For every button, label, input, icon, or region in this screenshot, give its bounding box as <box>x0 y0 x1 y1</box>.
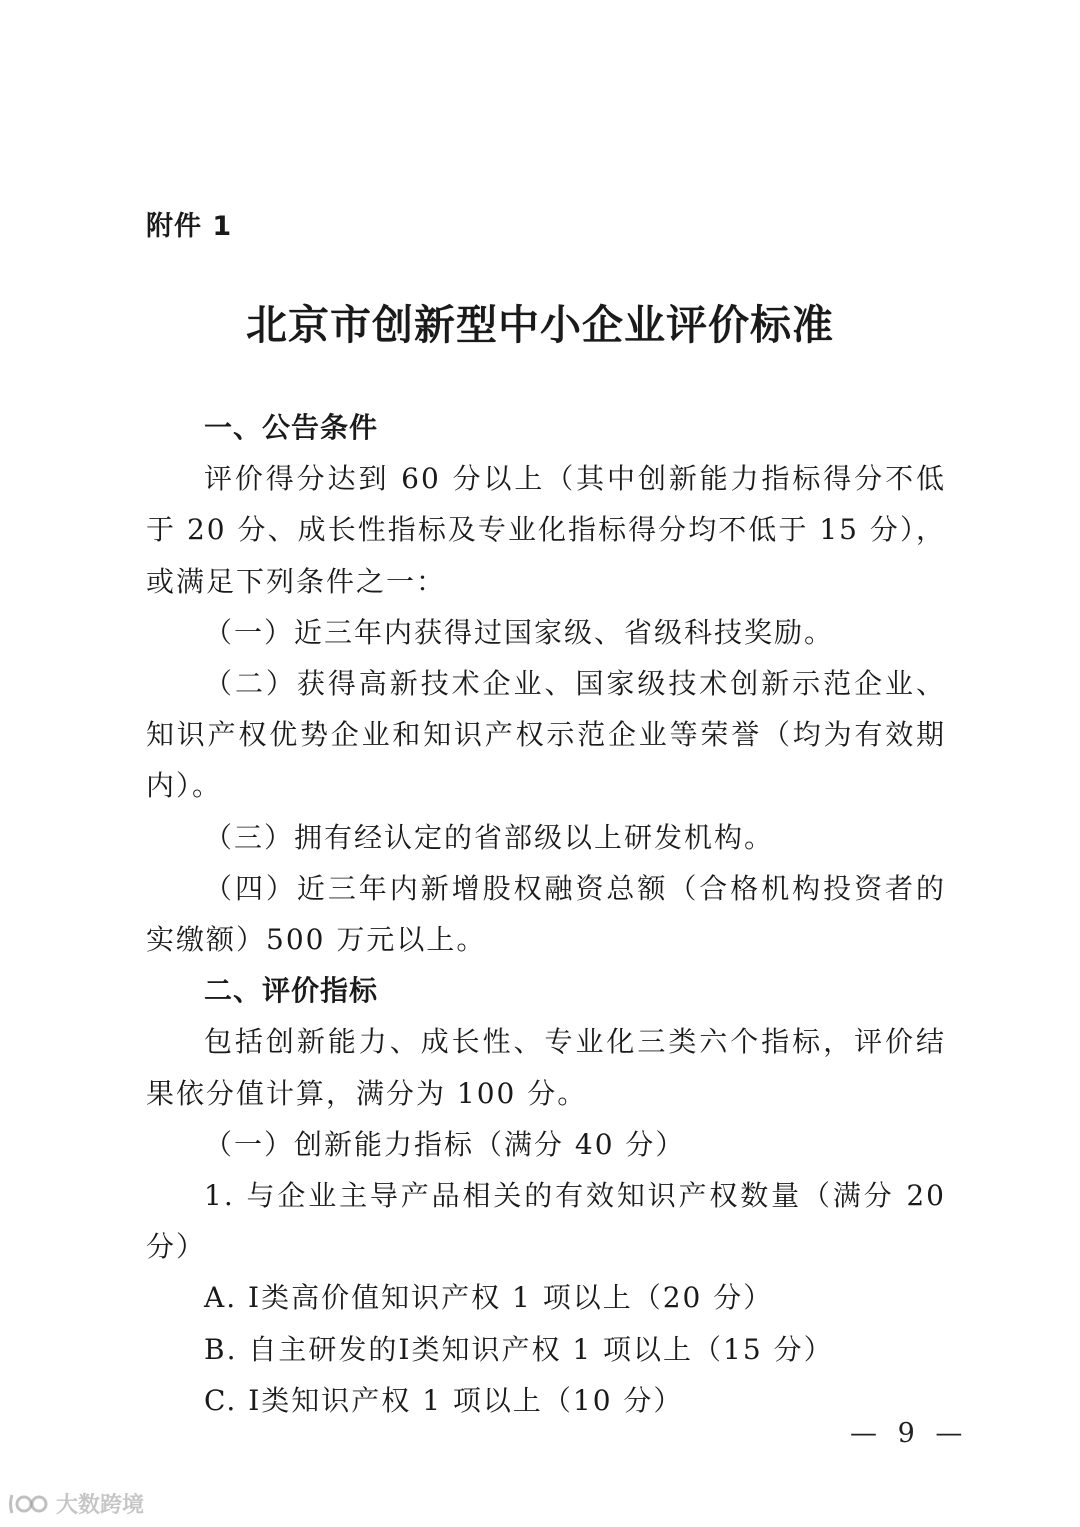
watermark <box>8 1488 144 1519</box>
paragraph-indicator-summary: 包括创新能力、成长性、专业化三类六个指标，评价结果依分值计算，满分为 100 分。 <box>146 1025 946 1110</box>
indicator-option-a: A. Ⅰ类高价值知识产权 1 项以上（20 分） <box>204 1281 774 1315</box>
indicator-option-b: B. 自主研发的Ⅰ类知识产权 1 项以上（15 分） <box>204 1332 834 1366</box>
page-number: — 9 — <box>850 1418 969 1449</box>
condition-item-2: （二）获得高新技术企业、国家级技术创新示范企业、知识产权优势企业和知识产权示范企业等荣誉（均为有效期内）。 <box>146 667 946 803</box>
indicator-option-c: C. Ⅰ类知识产权 1 项以上（10 分） <box>204 1383 684 1417</box>
attachment-label: 附件 1 <box>146 211 233 242</box>
section-heading-evaluation-indicators: 二、评价指标 <box>204 974 379 1008</box>
document-title: 北京市创新型中小企业评价标准 <box>246 301 834 349</box>
document-body <box>146 402 946 1426</box>
logo-icon <box>8 1491 52 1517</box>
paragraph-score-requirement: 评价得分达到 60 分以上（其中创新能力指标得分不低于 20 分、成长性指标及专业化指标得分均不低于 15 分），或满足下列条件之一： <box>146 462 946 598</box>
condition-item-4: （四）近三年内新增股权融资总额（合格机构投资者的实缴额）500 万元以上。 <box>146 871 946 957</box>
condition-item-1: （一）近三年内获得过国家级、省级科技奖励。 <box>204 615 835 649</box>
condition-item-3: （三）拥有经认定的省部级以上研发机构。 <box>204 820 775 854</box>
watermark-text: 大数跨境 <box>56 1493 145 1518</box>
indicator-ip-count: 1. 与企业主导产品相关的有效知识产权数量（满分 20 分） <box>146 1179 946 1264</box>
subsection-innovation-capability: （一）创新能力指标（满分 40 分） <box>204 1127 686 1161</box>
section-heading-announcement-conditions: 一、公告条件 <box>204 411 379 444</box>
